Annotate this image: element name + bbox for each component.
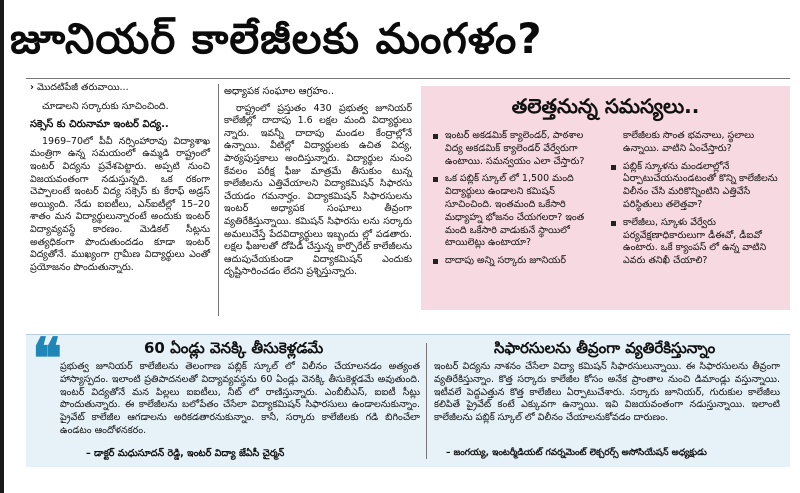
column-2-kicker: అధ్యాపక సంఘాల ఆగ్రహం.. (224, 86, 335, 97)
quote-divider (426, 343, 427, 459)
column-2-body: రాష్ట్రంలో ప్రస్తుతం 430 ప్రభుత్వ జూనియర్ కాలేజీల్లో దాదాపు 1.6 లక్షల మంది విద్యార్థులు న్నారు. ఇవన్నీ దాదాపు మండల కేంద్రాల్లోనే ఉన్నాయి. వీటిల్లో విద్యార్థులకు ఉచిత విద్య, పాఠ్యపుస్తకాలు అందిస్తున్నారు. విద్యార్థుల నుంచి కేవలం పరీక్ష ఫీజు మాత్రమే తీసుకుం టున్న కాలేజీలను ఎత్తివేయాలని విద్యాకమిషన్ సిఫారసు చేయడం గమనార్హం. విద్యాకమిషన్ సిఫారసులను ఇంటర్ అధ్యాపక సంఘాలు తీవ్రంగా వ్యతిరేకిస్తున్నాయి. కమిషన్ సిఫారసు లను సర్కారు అమలుచేస్తే పేదవిద్యార్థులు ఇబ్బందు ల్లో పడతారు. లక్షల ఫీజులతో దోపిడీ చేస్తున్న కార్పొరేట్ కాలేజీలను ఆదుపుచేయకుండా విద్యాకమిషన్ ఎందుకు దృష్టిసారించడం లేదని ప్రశ్నిస్తున్నారు. (224, 102, 412, 278)
column-2 (224, 84, 412, 320)
problem-item: దాదాపు అన్ని సర్కారు జూనియర్ (433, 255, 603, 268)
left-margin-bar (0, 0, 4, 493)
headline-rule (26, 78, 790, 79)
bullet-icon (433, 259, 438, 264)
column-1-subhead: సక్సెస్ కు చిరునామా ఇంటర్ విద్య.. (30, 119, 169, 131)
column-divider-1 (218, 84, 219, 316)
headline: జూనియర్ కాలేజీలకు మంగళం? (10, 14, 543, 63)
problem-item-continued: కాలేజీలకు సొంత భవనాలు, స్థలాలు ఉన్నాయి. వాటిని ఏంచేస్తారు? (623, 130, 755, 154)
quote-left-credit: – డాక్టర్ మధుసూదన్ రెడ్డి, ఇంటర్ విద్యా జేఏసీ చైర్మన్ (86, 448, 285, 459)
problem-item: కాలేజీలు, స్కూళు వేర్వేరు పర్యవేక్షణాధికారులుగా డీఈవో, డీఐవో ఉంటారు. ఒకే క్యాంపస్ లో ఉన్న వాటిని ఎవరు తనిఖీ చేయాలి? (611, 217, 781, 268)
column-1-kicker: › మొదటిపేజీ తరువాయి... (30, 82, 129, 93)
problem-item: పబ్లిక్ స్కూళను మండలాల్లోనే ఏర్పాటుచేయనుండటంతో కొన్ని కాలేజీలను విలీనం చేసి మరికొన్నింటిని ఎత్తివేసే పరిస్థితులు తలెత్తవా? (611, 161, 781, 212)
problem-item: ఒక పబ్లిక్ స్కూల్ లో 1,500 మంది విద్యార్థులు ఉండాలని కమిషన్ సూచించింది. ఇంతమంది ఒకేసారి మధ్యాహ్న భోజనం చేయగలరా? ఇంత మంది ఒకేసారి వాడుకునే స్థాయిలో టాయిలెట్లు ఉంటాయా? (433, 173, 603, 250)
problems-list-right (611, 130, 781, 273)
column-1-lead: చూడాలని సర్కారుకు సూచించింది. (42, 100, 169, 112)
bullet-icon (611, 221, 616, 226)
kicker-text: మొదటిపేజీ తరువాయి... (36, 82, 129, 93)
quote-left-title: 60 ఏండ్లు వెనక్కి తీసుకెళ్లడమే (144, 339, 324, 357)
bullet-icon (433, 177, 438, 182)
bullet-icon (611, 165, 616, 170)
column-1-body: 1969–70లో పీవీ నర్సింహారావు విద్యాశాఖ మంత్రిగా ఉన్న సమయంలో ఉమ్మడి రాష్ట్రంలో ఇంటర్ విద్యను ప్రవేశపెట్టారు. అప్పటి నుంచి విజయవంతంగా నడుస్తున్నది. ఒక రకంగా చెప్పాలంటే ఇంటర్ విద్య సక్సెస్ కు కేరాఫ్ అడ్రస్ అయ్యింది. నేడు ఐఐటీలు, ఎన్ఐటీల్లో 15–20 శాతం మన విద్యార్థులున్నారంటే అందుకు ఇంటర్ విద్యావ్యవస్థే కారణం. మెడికల్ సీట్లను అత్యధికంగా పొందుతుందడం కూడా ఇంటర్ విద్యతోనే. ముఖ్యంగా గ్రామీణ విద్యార్థులు ఎంతో ప్రయోజనం పొందుతున్నారు. (30, 135, 210, 273)
quote-mark-icon: ❝ (32, 326, 63, 392)
quote-right-title: సిఫారసులను తీవ్రంగా వ్యతిరేకిస్తున్నాం (494, 339, 716, 357)
problem-item: ఇంటర్ అకడమిక్ క్యాలెండర్, పాఠశాల విద్య అకడమిక్ క్యాలెండర్ వేర్వేరుగా ఉంటాయి. సమన్వయం ఎలా చేస్తారు? (433, 130, 603, 168)
problems-title: తలెత్తనున్న సమస్యలు.. (511, 94, 700, 118)
quote-right-credit: – జంగయ్య, ఇంటర్మీడియట్ గవర్నమెంట్ లెక్చరర్స్ అసోసియేషన్ అధ్యక్షుడు (446, 448, 707, 458)
quote-right-body: ఇంటర్ విద్యను నాశనం చేసేలా విద్యా కమిషన్ సిఫారసులున్నాయి. ఈ సిఫారసులను తీవ్రంగా వ్యతిరేకిస్తున్నాం. కొత్త సర్కారు కాలేజీల కోసం అనేక ప్రాంతాల నుంచి డిమాండ్లు వస్తున్నాయి. ఇటీవలే పెద్దఎత్తున కొత్త కాలేజీలు ఏర్పాటుచేశారు. సర్కారు జూనియర్, గురుకుల కాలేజీలు కలిపితే ప్రైవేట్ కంటే ఎక్కువగా ఉన్నాయి. ఇవి విజయవంతంగా నడుస్తున్నాయి. ఇలాంటి కాలేజీలను పబ్లిక్ స్కూల్ లో విలీనం చేయాలనుకోవడం దారుణం. (434, 361, 780, 424)
column-1 (30, 82, 210, 322)
problems-list-left (433, 130, 603, 273)
quote-left-body: ప్రభుత్వ జూనియర్ కాలేజీలను తెలంగాణ పబ్లిక్ స్కూల్ లో విలీనం చేయాలనడం అత్యంత హాస్యాస్పదం. ఇలాంటి ప్రతిపాదనలతో విద్యావ్యవస్థను 60 ఏండ్లు వెనక్కి తీసుకెళ్లడమే అవుతుంది. ఇంటర్ విద్యతోనే మన పిల్లలు ఐఐటీలు, నీట్ లో రాణిస్తున్నారు. ఎంబీబీఎస్, ఐఐటీ సీట్లు పొందుతున్నారు. ఈ కాలేజీలను బలోపేతం చేసేలా విద్యాకమిషన్ సిఫారసులు ఉండాలనుకున్నాం. ప్రైవేట్ కాలేజీల ఆగడాలను అరికడతారనుకున్నాం. కానీ, సర్కారు కాలేజీలకు గడి బిగించేలా ఉండటం ఆందోళనకరం. (60, 361, 420, 436)
quotes-band (26, 326, 790, 467)
problems-box (421, 86, 790, 310)
bullet-icon (433, 134, 438, 139)
